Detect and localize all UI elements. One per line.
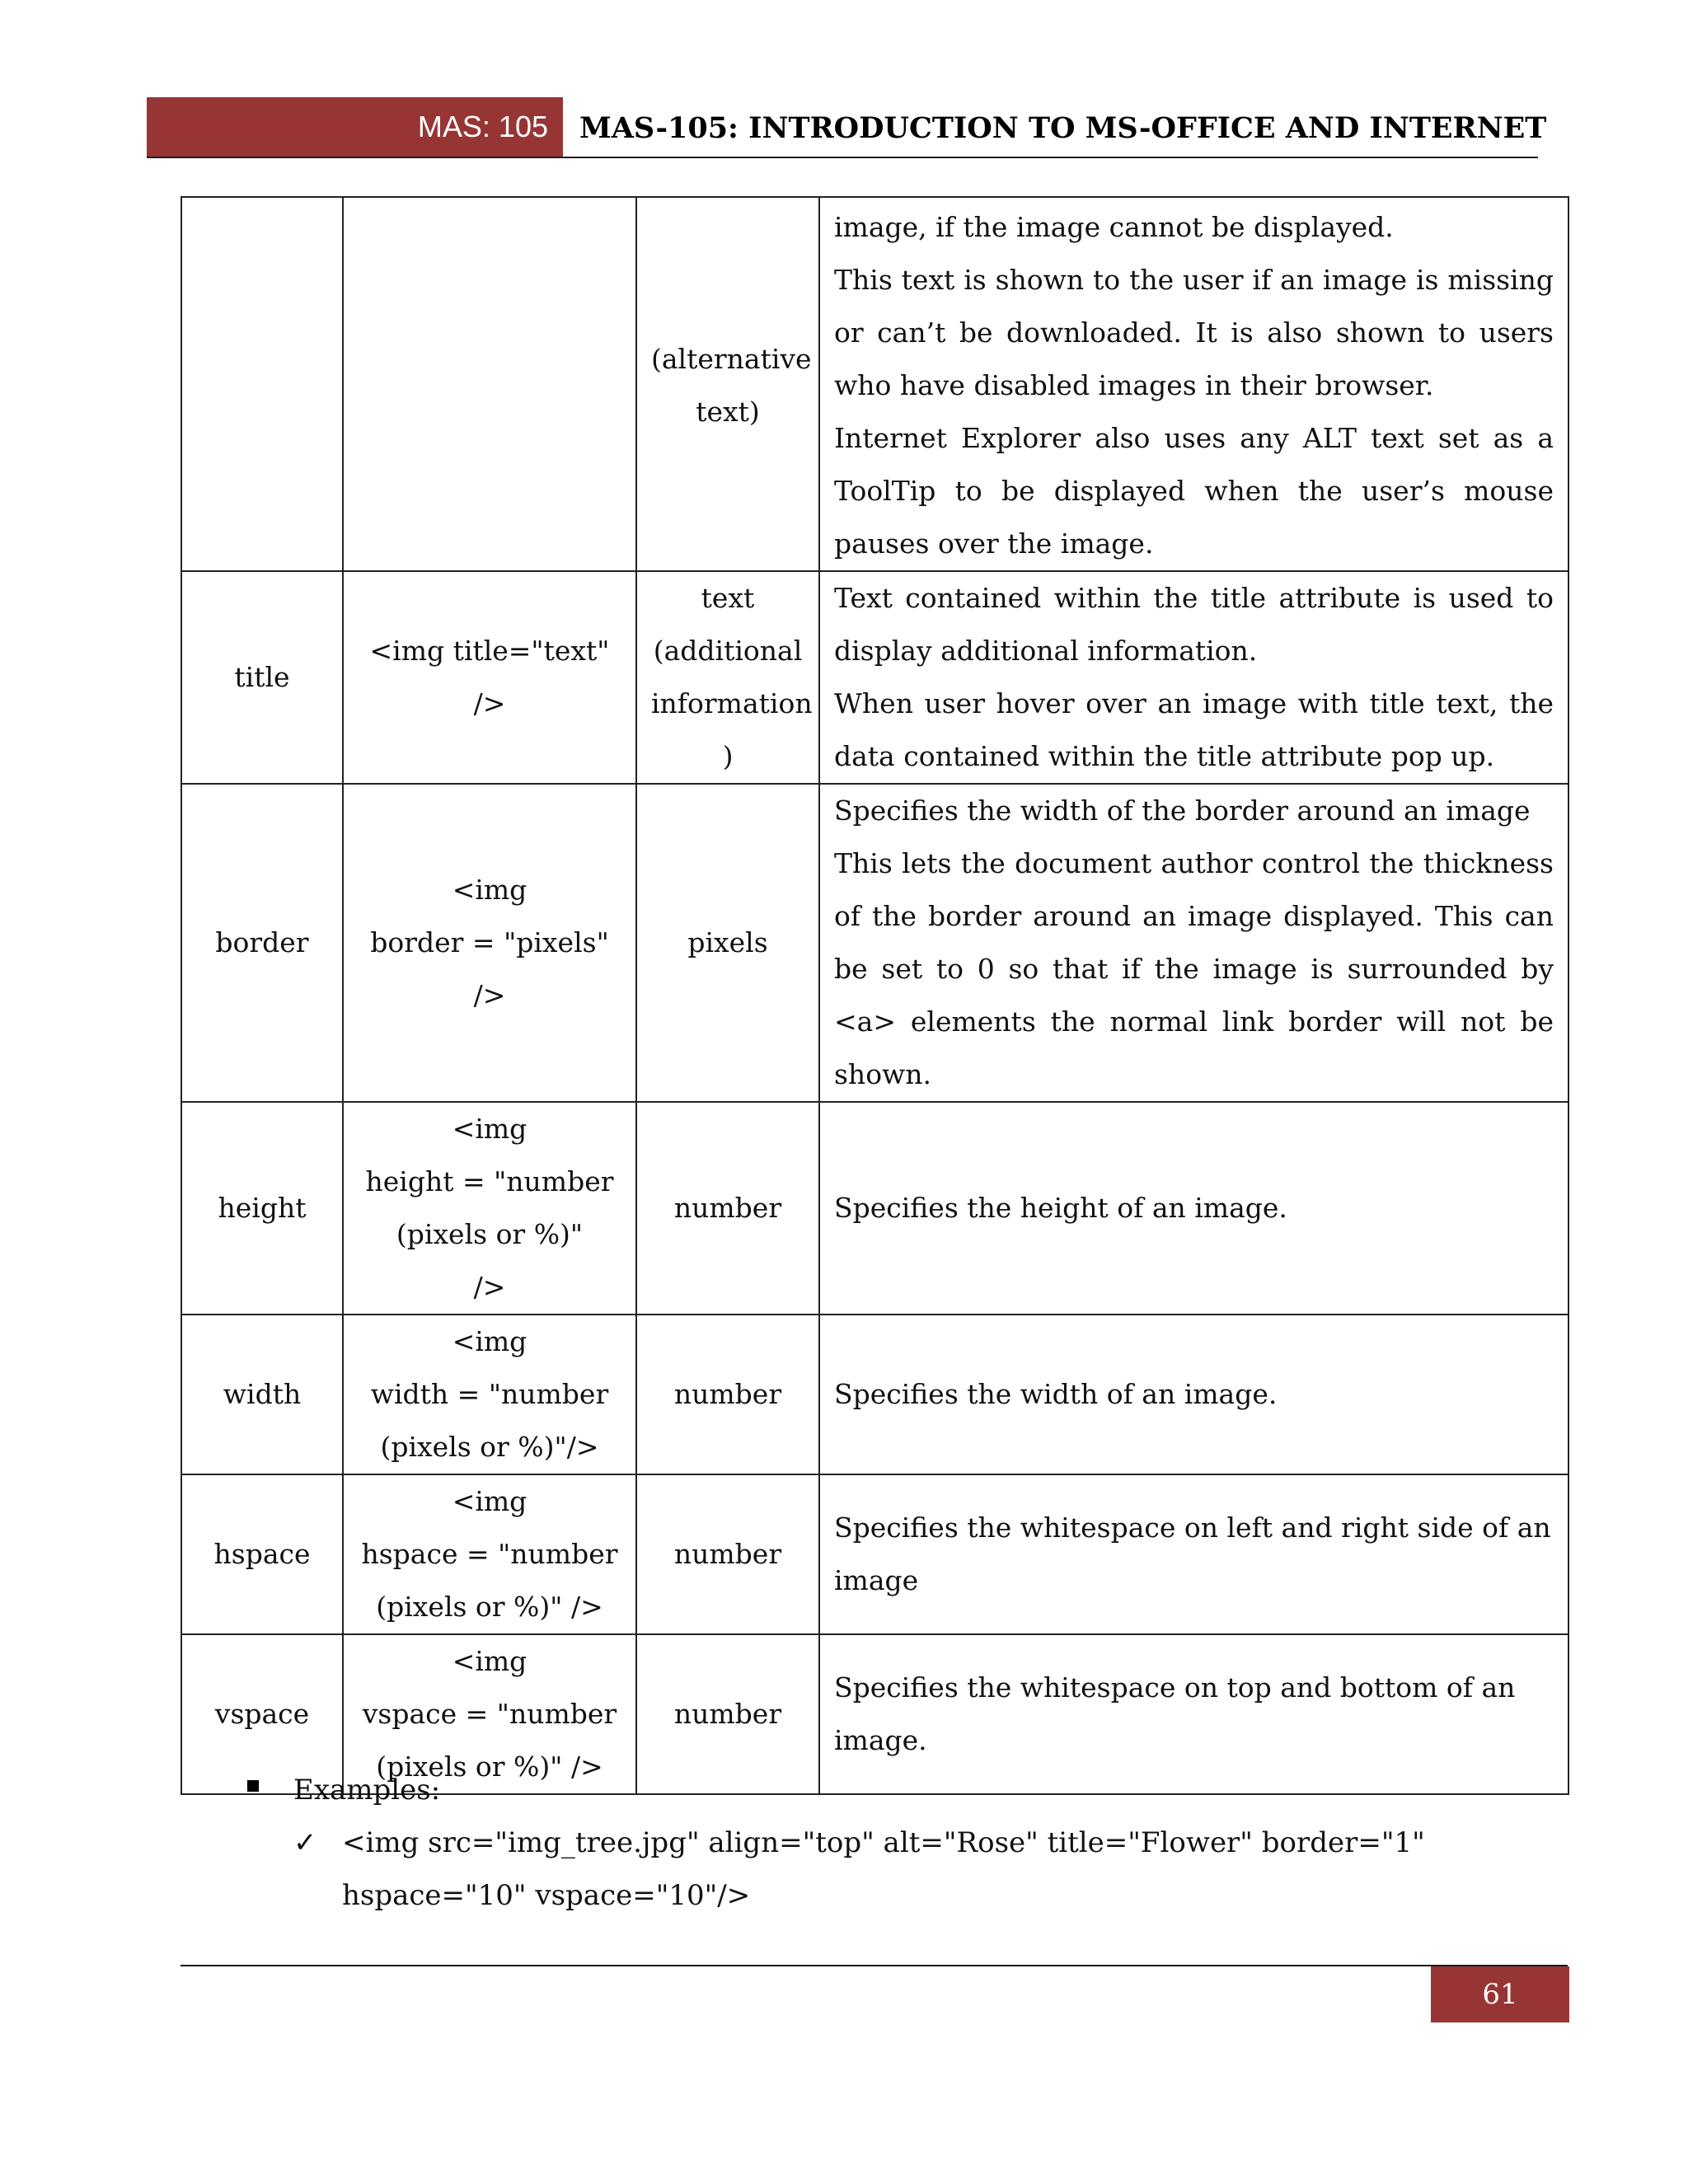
value-line: text) bbox=[696, 396, 760, 428]
attribute-name-cell: height bbox=[181, 1102, 343, 1315]
course-code: MAS: 105 bbox=[417, 110, 548, 143]
value-line: (additional bbox=[653, 635, 803, 667]
description-paragraph: Text contained within the title attribute is used to display additional information. bbox=[834, 582, 1554, 667]
checkmark-icon: ✓ bbox=[293, 1826, 317, 1859]
attribute-syntax-cell bbox=[343, 571, 636, 784]
description-paragraph: Specifies the whitespace on top and bottom of an image. bbox=[834, 1671, 1516, 1756]
syntax-line: <img bbox=[452, 874, 528, 906]
attribute-syntax-cell bbox=[343, 1474, 636, 1634]
syntax-line: border = "pixels" /> bbox=[370, 926, 609, 1011]
description-paragraph: image, if the image cannot be displayed. bbox=[834, 211, 1394, 243]
value-line: (alternative bbox=[651, 343, 812, 375]
attribute-description-cell bbox=[819, 1102, 1568, 1315]
value-line: text bbox=[701, 582, 755, 614]
attribute-value-cell bbox=[636, 1474, 819, 1634]
attribute-value-cell bbox=[636, 1634, 819, 1794]
syntax-line: (pixels or %)" /> bbox=[376, 1591, 603, 1623]
header-rule bbox=[147, 157, 1538, 158]
description-paragraph: Internet Explorer also uses any ALT text set as a ToolTip to be displayed when the user’s mouse pauses over the image. bbox=[834, 422, 1554, 560]
description-paragraph: This text is shown to the user if an image is missing or can’t be downloaded. It is also shown to users who have disabled images in their browser. bbox=[834, 264, 1554, 401]
syntax-line: <img bbox=[452, 1325, 528, 1357]
value-line: number bbox=[673, 1538, 782, 1570]
description-paragraph: This lets the document author control the thickness of the border around an image displayed. This can be set to 0 so that if the image is surrounded by <a> elements the normal link border will not be shown. bbox=[834, 847, 1554, 1090]
attribute-description-cell bbox=[819, 784, 1568, 1102]
attribute-description-cell bbox=[819, 1315, 1568, 1474]
footer-rule bbox=[181, 1965, 1568, 1966]
syntax-line: (pixels or %)" /> bbox=[376, 1750, 603, 1783]
image-attributes-table bbox=[181, 196, 1569, 1795]
value-line: number bbox=[673, 1698, 782, 1730]
syntax-line: vspace = "number bbox=[362, 1698, 617, 1730]
square-bullet-icon bbox=[247, 1780, 259, 1792]
page-title: MAS-105: INTRODUCTION TO MS-OFFICE AND INTERNET bbox=[579, 111, 1547, 145]
syntax-line: width = "number bbox=[370, 1378, 609, 1410]
table-row bbox=[181, 571, 1568, 784]
attribute-name-cell: width bbox=[181, 1315, 343, 1474]
table-row bbox=[181, 1102, 1568, 1315]
value-line: ) bbox=[722, 740, 734, 772]
value-line: number bbox=[673, 1378, 782, 1410]
attribute-name-cell: title bbox=[181, 571, 343, 784]
attribute-value-cell bbox=[636, 1102, 819, 1315]
syntax-line: height = "number bbox=[365, 1165, 614, 1197]
attribute-value-cell bbox=[636, 197, 819, 571]
description-paragraph: Specifies the width of the border around an image bbox=[834, 794, 1531, 827]
description-paragraph: Specifies the width of an image. bbox=[834, 1378, 1278, 1410]
syntax-line: <img bbox=[452, 1113, 528, 1145]
example-code: <img src="img_tree.jpg" align="top" alt="Rose" title="Flower" border="1" hspace="10" vspace="10"/> bbox=[342, 1826, 1425, 1912]
attribute-value-cell bbox=[636, 571, 819, 784]
table-row bbox=[181, 784, 1568, 1102]
attribute-description-cell bbox=[819, 197, 1568, 571]
attribute-value-cell bbox=[636, 1315, 819, 1474]
table-row bbox=[181, 197, 1568, 571]
syntax-line: <img bbox=[452, 1645, 528, 1677]
value-line: pixels bbox=[687, 926, 768, 958]
attribute-description-cell bbox=[819, 1474, 1568, 1634]
table-row bbox=[181, 1315, 1568, 1474]
attribute-name-cell: vspace bbox=[181, 1634, 343, 1794]
page-number: 61 bbox=[1482, 1978, 1518, 2011]
attribute-value-cell bbox=[636, 784, 819, 1102]
attribute-name-cell bbox=[181, 197, 343, 571]
attribute-name-cell: hspace bbox=[181, 1474, 343, 1634]
description-paragraph: Specifies the whitespace on left and right side of an image bbox=[834, 1511, 1551, 1596]
attribute-syntax-cell bbox=[343, 1315, 636, 1474]
attribute-syntax-cell bbox=[343, 1102, 636, 1315]
syntax-line: /> bbox=[473, 1271, 506, 1303]
syntax-line: <img title="text" /> bbox=[369, 635, 610, 719]
attribute-description-cell bbox=[819, 571, 1568, 784]
value-line: information bbox=[651, 687, 813, 719]
description-paragraph: Specifies the height of an image. bbox=[834, 1192, 1287, 1224]
syntax-line: (pixels or %)"/> bbox=[380, 1431, 599, 1463]
syntax-line: (pixels or %)" bbox=[396, 1218, 584, 1250]
syntax-line: <img bbox=[452, 1485, 528, 1517]
attribute-description-cell bbox=[819, 1634, 1568, 1794]
examples-label: Examples: bbox=[293, 1774, 441, 1807]
attribute-name-cell: border bbox=[181, 784, 343, 1102]
description-paragraph: When user hover over an image with title text, the data contained within the title attribute pop up. bbox=[834, 687, 1554, 772]
syntax-line: hspace = "number bbox=[361, 1538, 618, 1570]
attribute-syntax-cell bbox=[343, 784, 636, 1102]
table-row bbox=[181, 1474, 1568, 1634]
value-line: number bbox=[673, 1192, 782, 1224]
attribute-syntax-cell bbox=[343, 197, 636, 571]
